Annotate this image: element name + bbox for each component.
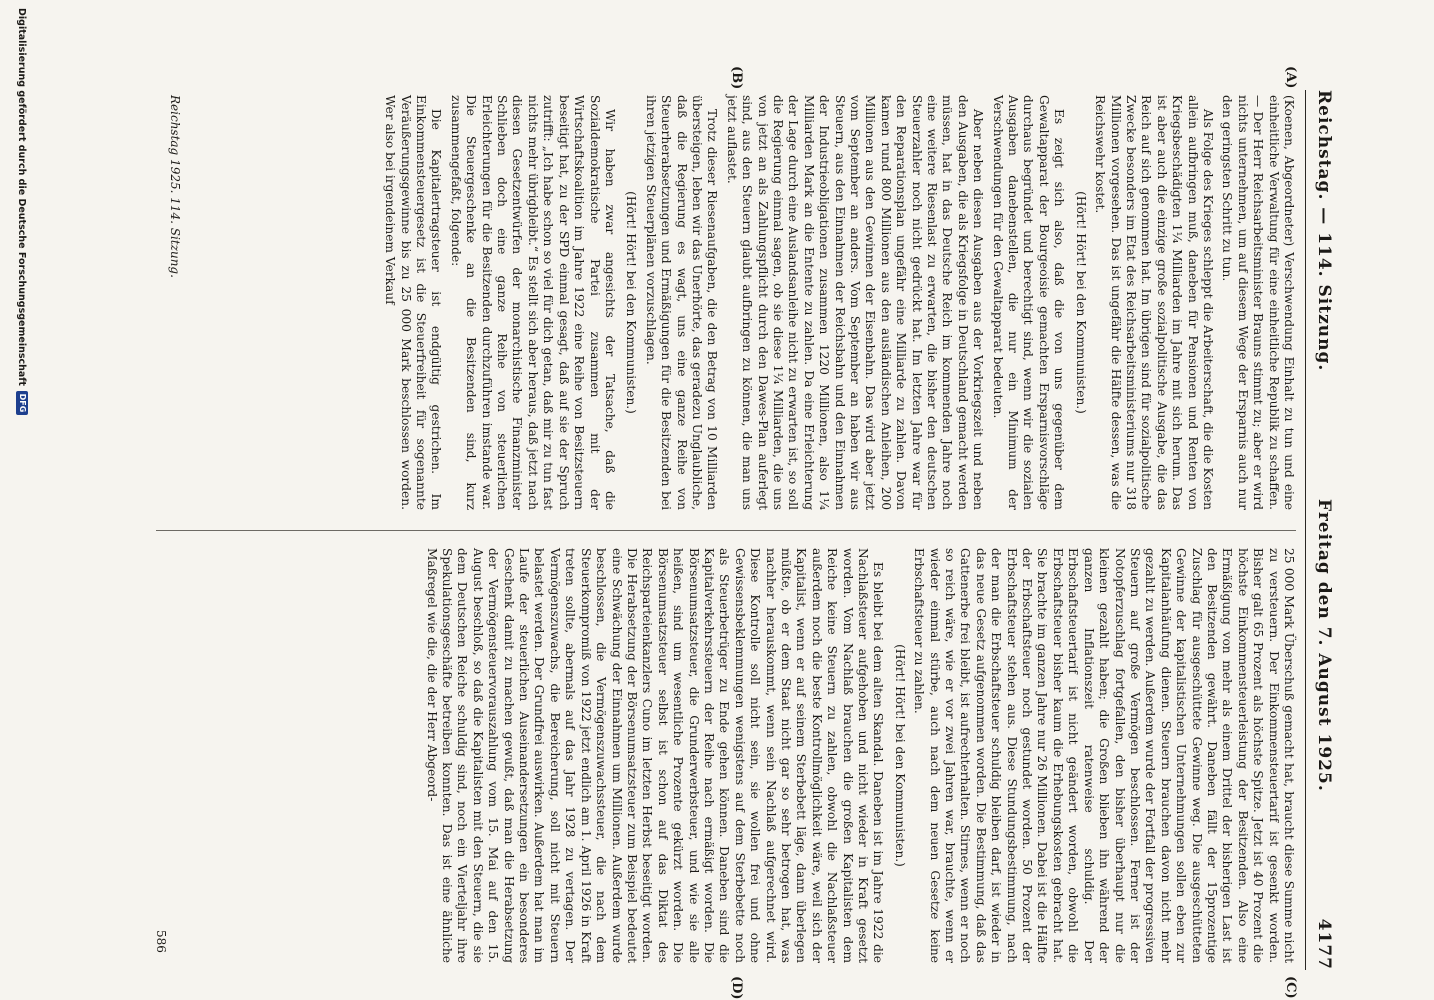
paragraph: Es bleibt bei dem alten Skandal. Daneben ist im Jahre 1922 die Nachlaßsteuer aufgehoben und nicht wieder in Kraft gesetzt worden. Vom Nachlaß brauchen die großen Kapitalisten dem Reiche keine Steuern zu zahlen, obwohl die Nachlaßsteuer außerdem noch die beste Kontrollmöglichkeit wäre, weil sich der Kapitalist, wenn er auf seinem Sterbebett läge, dann überlegen müßte, ob er dem Staat nicht gar so sehr betrogen hat, was nachher herauskommt, wenn sein Nachlaß aufgerechnet wird. Diese Kontrolle soll nicht sein, sie wollen frei und ohne Gewissensbeklemmungen wenigstens auf dem Sterbebette noch als Steuerbetrüger zu Ende gehen können. Daneben sind die Kapitalverkehrssteuern der Reihe nach ermäßigt worden. Die Börsenumsatzsteuer, die Grunderwerbsteuer, und wie sie alle heißen, sind um wesentliche Prozente gekürzt worden. Die Börsenumsatzsteuer selbst ist schon auf das Diktat des Reichsparteienkanzlers Cuno im letzten Herbst beseitigt worden. Die Herabsetzung der Börsenumsatzsteuer zum Beispiel bedeutet eine Schwächung der Einnahmen um Millionen. Außerdem wurde beschlossen, die Vermögenszuwachssteuer, die nach dem Steuerkompromiß von 1922 jetzt endlich am 1. April 1926 in Kraft treten sollte, abermals auf das Jahr 1928 zu vertagen. Der Vermögenszuwachs, die Bereicherung, soll nicht mit Steuern belastet werden. Der Grundfrei auswirken. Außerdem hat man im Laufe der steuerlichen Auseinandersetzungen ein besonderes Geschenk damit zu machen gewußt, daß man die Herabsetzung der Vermögensteuervorauszahlung vom 15. Mai auf den 15. August beschloß, so daß die Kapitalisten mit den Steuern, die sie dem Deutschen Reiche schuldig sind, noch ein Vierteljahr ihre Spekulationsgeschäfte betreiben konnten. Das ist eine ähnliche Maßregel wie die, die der Herr Abgeord- [424,548,886,963]
paragraph: (Koenen, Abgeordneter) Verschwendung Einhalt zu tun und eine einheitliche Verwaltung für eine einheitliche Republik zu schaffen. — Der Herr Reichsarbeitsminister Brauns stimmt zu; aber er wird nichts unternehmen, um auf diesem Wege der Ersparnis auch nur den geringsten Schritt zu tun. [1220,95,1296,510]
credit-text: Digitalisierung gefördert durch die Deutsche Forschungsgemeinschaft [16,8,28,386]
page-header [1308,90,1338,970]
interjection: (Hört! Hört! bei den Kommunisten.) [624,191,639,414]
margin-marker-a: (A) [1283,66,1298,89]
interjection: (Hört! Hört! bei den Kommunisten.) [1073,191,1088,414]
paragraph: 25 000 Mark Überschuß gemacht hat, braucht diese Summe nicht zu versteuern. Der Einkommensteuertarif ist gesenkt worden. Bisher galt 65 Prozent als höchste Spitze. Jetzt ist 40 Prozent die höchste Einkommensteuerleistung der Besitzenden. Also eine Ermäßigung von mehr als einem Drittel der bisherigen Last ist den Besitzenden gewährt. Daneben fällt der 15prozentige Zuschlag für ausgeschüttete Gewinne weg. Die ausgeschütteten Gewinne der kapitalistischen Unternehmungen sollen eben zur Kapitalanhäufung dienen. Steuern brauchen davon nicht mehr gezahlt zu werden. Außerdem wurde der Fortfall der progressiven Steuern auf große Vermögen beschlossen. Ferner ist der Notopferzuschlag fortgefallen, den bisher überhaupt nur die kleinen gezahlt haben; die Großen blieben ihn während der ganzen Inflationszeit ratenweise schuldig. Der Erbschaftsteuertarif ist nicht geändert worden, obwohl die Erbschaftsteuer bisher kaum die Erhebungskosten gebracht hat. Sie brachte im ganzen Jahre nur 26 Millionen. Dabei ist die Hälfte der Erbschaftsteuer noch gestundet worden. 50 Prozent der Erbschaftsteuer stehen aus. Diese Stundungsbestimmung, nach der man die Erbschaftsteuer schuldig bleiben darf, ist wieder in das neue Gesetz aufgenommen worden. Die Bestimmung, daß das Gattenerbe frei bleibt, ist aufrechterhalten. Stirnes, wenn er noch so reich wäre, wie er vor zwei Jahren war, brauchte, wenn er wieder einmal stürbe, auch nach dem neuen Gesetze keine Erbschaftsteuer zu zahlen. [912,548,1296,963]
dfg-logo: DFG [16,391,28,415]
paragraph: Trotz dieser Riesenaufgaben, die den Betrag von 10 Milliarden übersteigen, leben wir das Unerhörte, das geradezu Unglaubliche, daß die Regierung es wagt, uns eine ganze Reihe von Steuerherabsetzungen und Ermäßigungen für die Besitzenden bei ihren jetzigen Steuerplänen vorzuschlagen. [643,95,720,510]
header-rule [1305,90,1306,970]
footer-page-number: 586 [154,930,168,953]
paragraph: Die Kapitalertragsteuer ist endgültig gestrichen. Im Einkommensteuergesetz ist die Steuerfreiheit für sogenannte Veräußerungsgewinne bis zu 25 000 Mark beschlossen worden. Wer also bei irgendeinem Verkauf [383,95,444,510]
margin-marker-c: (C) [1283,976,1298,999]
digitization-credit [16,8,28,415]
text-column-left [378,95,1296,510]
column-divider [156,530,1296,531]
header-title: Reichstag. — 114. Sitzung. [1314,90,1334,372]
paragraph: Wir haben zwar angesichts der Tatsache, daß die Sozialdemokratische Partei zusammen mit der Wirtschaftskoalition im Jahre 1922 eine Reihe von Besitzsteuern beseitigt hat, zu der SPD einmal gesagt, daß auf sie der Spruch zutrifft: „Ich habe schon so viel für dich getan, daß mir zu tun fast nichts mehr übrigbleibt.“ Es stellt sich aber heraus, daß jetzt nach diesen Gesetzentwürfen der monarchistische Finanzminister Schlieben doch eine ganze Reihe von steuerlichen Erleichterungen für die Besitzenden durchzuführen imstande war. Die Steuergeschenke an die Besitzenden sind, kurz zusammengefaßt, folgende: [448,95,617,510]
header-page-number: 4177 [1314,918,1334,970]
footer-source: Reichstag 1925. 114. Sitzung. [168,95,182,278]
margin-marker-b: (B) [729,66,744,90]
interjection: (Hört! Hört! bei den Kommunisten.) [892,644,907,867]
text-column-right [419,548,1296,963]
paragraph: Als Folge des Krieges schleppt die Arbeiterschaft, die die Kosten allein aufbringen muß, daneben für Pensionen und Renten von Kriegsbeschädigten 1¼ Milliarden im Jahre mit sich herum. Das ist aber auch die einzige große sozialpolitische Ausgabe, die das Reich auf sich genommen hat. Im übrigen sind für sozialpolitische Zwecke besonders im Etat des Reichsarbeitsministeriums nur 318 Millionen vorgesehen. Das ist ungefähr die Hälfte dessen, was die Reichswehr kostet. [1093,95,1215,510]
header-date [1314,499,1334,970]
header-date-text: Freitag den 7. August 1925. [1314,499,1334,792]
paragraph: Aber neben diesen Ausgaben aus der Vorkriegszeit und neben den Ausgaben, die als Kriegsfolge in Deutschland gemacht werden müssen, hat in das Deutsche Reich im kommenden Jahre noch eine weitere Riesenlast zu erwarten, die bisher den deutschen Steuerzahler noch nicht gedrückt hat. Im letzten Jahre war für den Reparationsplan ungefähr eine Milliarde zu zahlen. Davon kamen rund 800 Millionen aus den ausländischen Anleihen, 200 Millionen aus den Gewinnen der Eisenbahn. Das wird aber jetzt vom September an anders. Vom September an haben wir aus Steuern, aus den Einnahmen der Reichsbahn und den Einnahmen der Industrieobligationen zusammen 1220 Millionen, also 1¼ Milliarden Mark an die Entente zu zahlen. Da eine Erleichterung der Lage durch eine Auslandsanleihe nicht zu erwarten ist, so soll die Regierung einmal sagen, ob sie diese 1¼ Milliarden, die uns von jetzt an als Zahlungspflicht durch den Dawes-Plan auferlegt sind, aus den Steuern glaubt aufbringen zu können, die man uns jetzt auflastet. [724,95,986,510]
paragraph: Es zeigt sich also, daß die von uns gegenüber dem Gewaltapparat der Bourgeoisie gemachten Ersparnisvorschläge durchaus begründet und berechtigt sind, wenn wir die sozialen Ausgaben danebenstellen, die nur ein Minimum der Verschwendungen für den Gewaltapparat bedeuten. [990,95,1067,510]
margin-marker-d: (D) [729,976,744,1000]
